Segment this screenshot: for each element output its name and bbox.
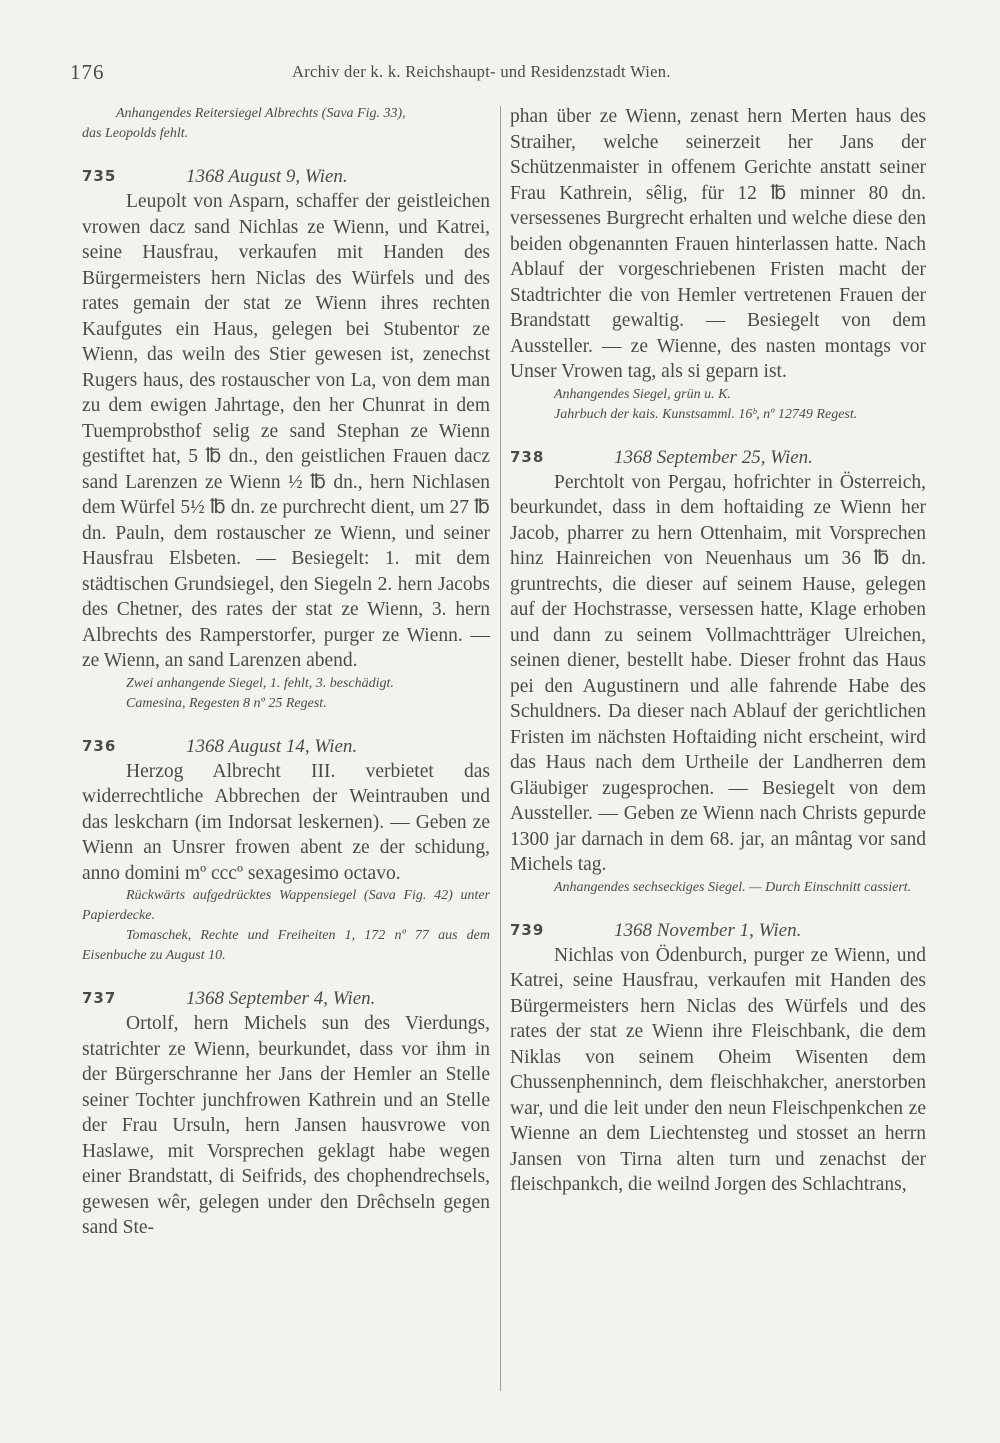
entry-739	[510, 918, 926, 1198]
entry-737	[82, 986, 490, 1241]
entry-body: Leupolt von Asparn, schaffer der geistleichen vrowen dacz sand Nichlas ze Wienn, und Katrei, seine Hausfrau, verkaufen mit Handen des Bürgermeisters hern Niclas des Würfels und des rates gemain der stat ze Wienn ihres rechten Kaufgutes ein Haus, gelegen bei Stubentor ze Wienn, das weiln des Stier gewesen ist, zenechst Rugers haus, des rostauscher von La, von dem man zu dem ewigen Jahrtage, den her Chunrat in dem Tuemprobsthof selig ze sand Stephan ze Wienn gestiftet hat, 5 ℔ dn., den geistlichen Frauen dacz sand Larenzen ze Wienn ½ ℔ dn., hern Nichlasen dem Würfel 5½ ℔ dn. ze purchrecht dient, um 27 ℔ dn. Pauln, dem rostauscher ze Wienn, und seiner Hausfrau Elsbeten. — Besiegelt: 1. mit dem städtischen Grundsiegel, den Siegeln 2. hern Jacobs des Chetner, des rates der stat ze Wienn, 3. hern Albrechts des Ramperstorfer, purger ze Wienn. — ze Wienn, an sand Larenzen abend.	[82, 191, 490, 671]
right-column	[510, 104, 926, 1198]
left-column	[82, 104, 490, 1241]
entry-number: 737	[82, 989, 117, 1007]
top-note-line-2: das Leopolds fehlt.	[82, 126, 189, 141]
entry-number: 738	[510, 447, 545, 466]
entry-738	[510, 445, 926, 898]
entry-body: Nichlas von Ödenburch, purger ze Wienn, und Katrei, seine Hausfrau, verkaufen mit Handen des Bürgermeisters hern Niclas des Würfels und des rates der stat ze Wienn ihre Fleischbank, die dem Niklas von seinem Oheim Wisenten dem Chussenphenninch, dem fleischhakcher, anerstorben war, und die leit under den neun Fleischpenkchen ze Wienne an dem Liechtensteg und stosset an herrn Jansen von Tirna alten turn und zenachst der fleischpankch, die weilnd Jorgen des Schlachtrans,	[510, 944, 926, 1195]
entry-note: Rückwärts aufgedrücktes Wappensiegel (Sava Fig. 42) unter Papierdecke.	[82, 888, 490, 923]
entry-date: 1368 September 25, Wien.	[614, 446, 813, 468]
entry-number: 736	[82, 736, 117, 755]
entry-heading	[82, 734, 490, 759]
entry-note: Zwei anhangende Siegel, 1. fehlt, 3. beschädigt.	[126, 675, 394, 691]
entry-heading	[510, 918, 926, 943]
entry-736	[82, 734, 490, 967]
entry-date: 1368 September 4, Wien.	[186, 988, 376, 1009]
entry-date: 1368 August 9, Wien.	[186, 166, 348, 187]
entry-body: Perchtolt von Pergau, hofrichter in Österreich, beurkundet, dass in dem hoftaiding ze Wienn her Jacob, pharrer zu hern Ottenhaim, mit Vorsprechen hinz Hainreichen von Neuenhaus um 36 ℔ dn. gruntrechts, die dieser auf seinem Hause, gelegen auf der Hochstrasse, versessen hatte, Klage erhoben und dann zu seinem Vollmachtträger Ulreichen, seinen diener, bestellt habe. Dieser frohnt das Haus pei den Augustinern und alle fahrende Habe des Schuldners. Da dieser nach Ablauf der gerichtlichen Fristen im nächsten Hoftaiding nicht erscheint, wird das Haus nach dem Urtheile der Landherren dem Gläubiger zugesprochen. — Besiegelt von dem Aussteller. — Geben ze Wienn nach Christs gepurde 1300 jar darnach in dem 68. jar, an mântag vor sand Michels tag.	[510, 471, 926, 875]
column-divider	[500, 106, 501, 1391]
entry-735	[82, 164, 490, 714]
entry-note: Anhangendes sechseckiges Siegel. — Durch Einschnitt cassiert.	[554, 879, 912, 895]
entry-number: 739	[510, 920, 545, 939]
running-title: Archiv der k. k. Reichshaupt- und Residenzstadt Wien.	[292, 62, 671, 81]
entry-date: 1368 August 14, Wien.	[186, 735, 358, 757]
entry-note: Jahrbuch der kais. Kunstsamml. 16ᵇ, nº 12749 Regest.	[554, 406, 858, 422]
entry-737-continued: phan über ze Wienn, zenast hern Merten haus des Straiher, welche seinerzeit her Jans der Schützenmaister in offenem Gerichte anstatt seiner Frau Kathrein, sêlig, für 12 ℔ minner 80 dn. versessenes Burgrecht erhalten und welche diese den beiden obgenannten Frauen hinterlassen hatte. Nach Ablauf der vorgeschriebenen Fristen macht der Stadtrichter die von Hemler vertretenen Frauen der Brandstatt gewaltig. — Besiegelt von dem Aussteller. — ze Wienne, des nasten montags vor Unser Vrowen tag, als si geparn ist.	[510, 106, 926, 382]
entry-number: 735	[82, 167, 117, 185]
entry-date: 1368 November 1, Wien.	[614, 919, 802, 941]
entry-note: Tomaschek, Rechte und Freiheiten 1, 172 nº 77 aus dem Eisenbuche zu August 10.	[82, 928, 490, 963]
entry-note: Anhangendes Siegel, grün u. K.	[554, 386, 731, 402]
entry-note: Camesina, Regesten 8 nº 25 Regest.	[126, 695, 327, 711]
top-note-line-1: Anhangendes Reitersiegel Albrechts (Sava Fig. 33),	[116, 106, 406, 121]
page-number: 176	[70, 60, 105, 84]
entry-body: Ortolf, hern Michels sun des Vierdungs, statrichter ze Wienn, beurkundet, dass vor ihm in der Bürgerschranne her Jans der Hemler an Stelle seiner Tochter junchfrowen Kathrein und an Stelle der Frau Ursuln, hern Jansen hausvrowe von Haslawe, mit Vorsprechen geklagt habe wegen einer Brandstatt, di Seifrids, des chophendrechsels, gewesen wêr, gelegen under den Drêchseln gegen sand Ste-	[82, 1013, 490, 1238]
entry-heading	[82, 986, 490, 1011]
entry-heading	[82, 164, 490, 189]
entry-body: Herzog Albrecht III. verbietet das widerrechtliche Abbrechen der Weintrauben und das leskcharn (im Indorsat leskernen). — Geben ze Wienn an Unsrer frowen abent ze der schidung, anno domini mº cccº sexagesimo octavo.	[82, 760, 490, 884]
entry-heading	[510, 445, 926, 470]
page-header	[70, 60, 950, 90]
